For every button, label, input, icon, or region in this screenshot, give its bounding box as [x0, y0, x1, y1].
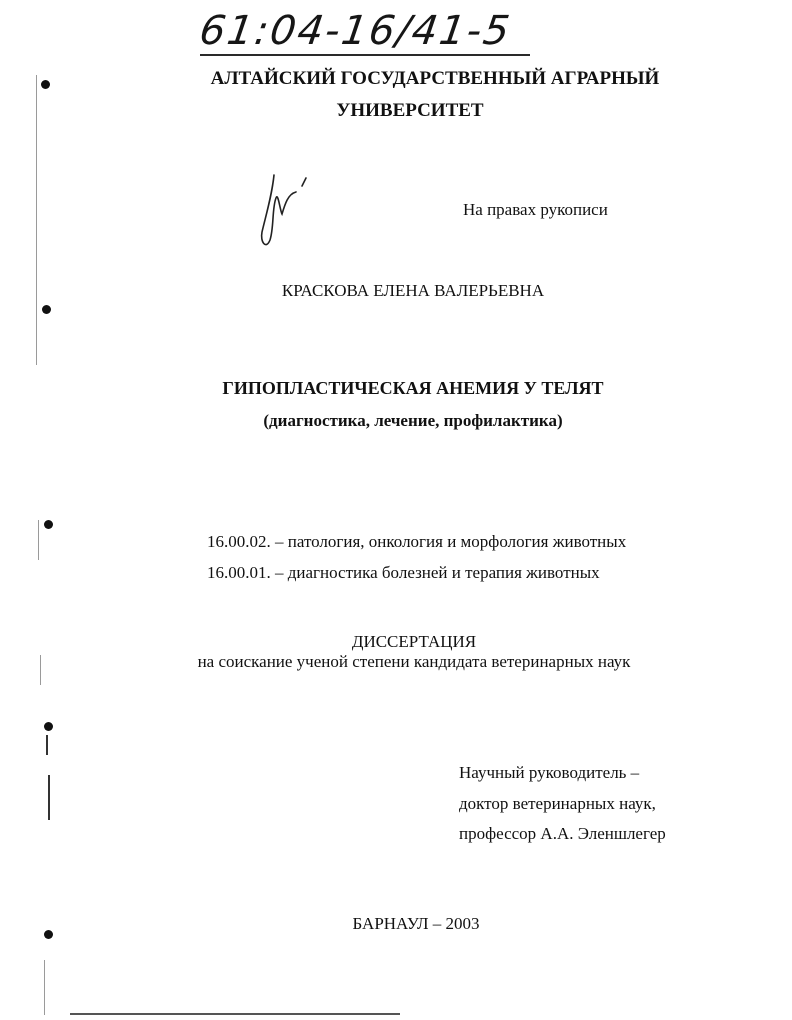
- city-year: БАРНАУЛ – 2003: [352, 914, 480, 933]
- author-name: КРАСКОВА ЕЛЕНА ВАЛЕРЬЕВНА: [281, 281, 545, 300]
- supervisor-label: Научный руководитель –: [459, 763, 640, 782]
- supervisor-name: профессор А.А. Эленшлегер: [459, 824, 666, 843]
- punch-hole: [42, 305, 51, 314]
- signature-mark: [252, 170, 312, 255]
- scan-margin-line: [44, 960, 45, 1015]
- specialty-code: 16.00.02. – патология, онкология и морфология животных: [207, 532, 627, 551]
- punch-hole: [44, 520, 53, 529]
- document-type: ДИССЕРТАЦИЯ: [351, 632, 477, 651]
- archive-number: 61:04-16/41-5: [196, 8, 515, 54]
- bottom-rule: [70, 1013, 400, 1015]
- university-name-line2: УНИВЕРСИТЕТ: [336, 100, 484, 121]
- scan-margin-line: [48, 775, 50, 820]
- specialty-code: 16.00.01. – диагностика болезней и терапия животных: [207, 563, 600, 582]
- punch-hole: [44, 722, 53, 731]
- scan-margin-line: [38, 520, 39, 560]
- archive-number-underline: [200, 54, 530, 56]
- university-name: АЛТАЙСКИЙ ГОСУДАРСТВЕННЫЙ АГРАРНЫЙ: [210, 68, 660, 89]
- dissertation-title: ГИПОПЛАСТИЧЕСКАЯ АНЕМИЯ У ТЕЛЯТ: [222, 378, 604, 398]
- manuscript-note: На правах рукописи: [463, 200, 608, 219]
- dissertation-subtitle: (диагностика, лечение, профилактика): [263, 411, 563, 430]
- degree-statement: на соискание ученой степени кандидата ветеринарных наук: [197, 652, 631, 671]
- scan-margin-line: [46, 735, 48, 755]
- supervisor-degree: доктор ветеринарных наук,: [459, 794, 656, 813]
